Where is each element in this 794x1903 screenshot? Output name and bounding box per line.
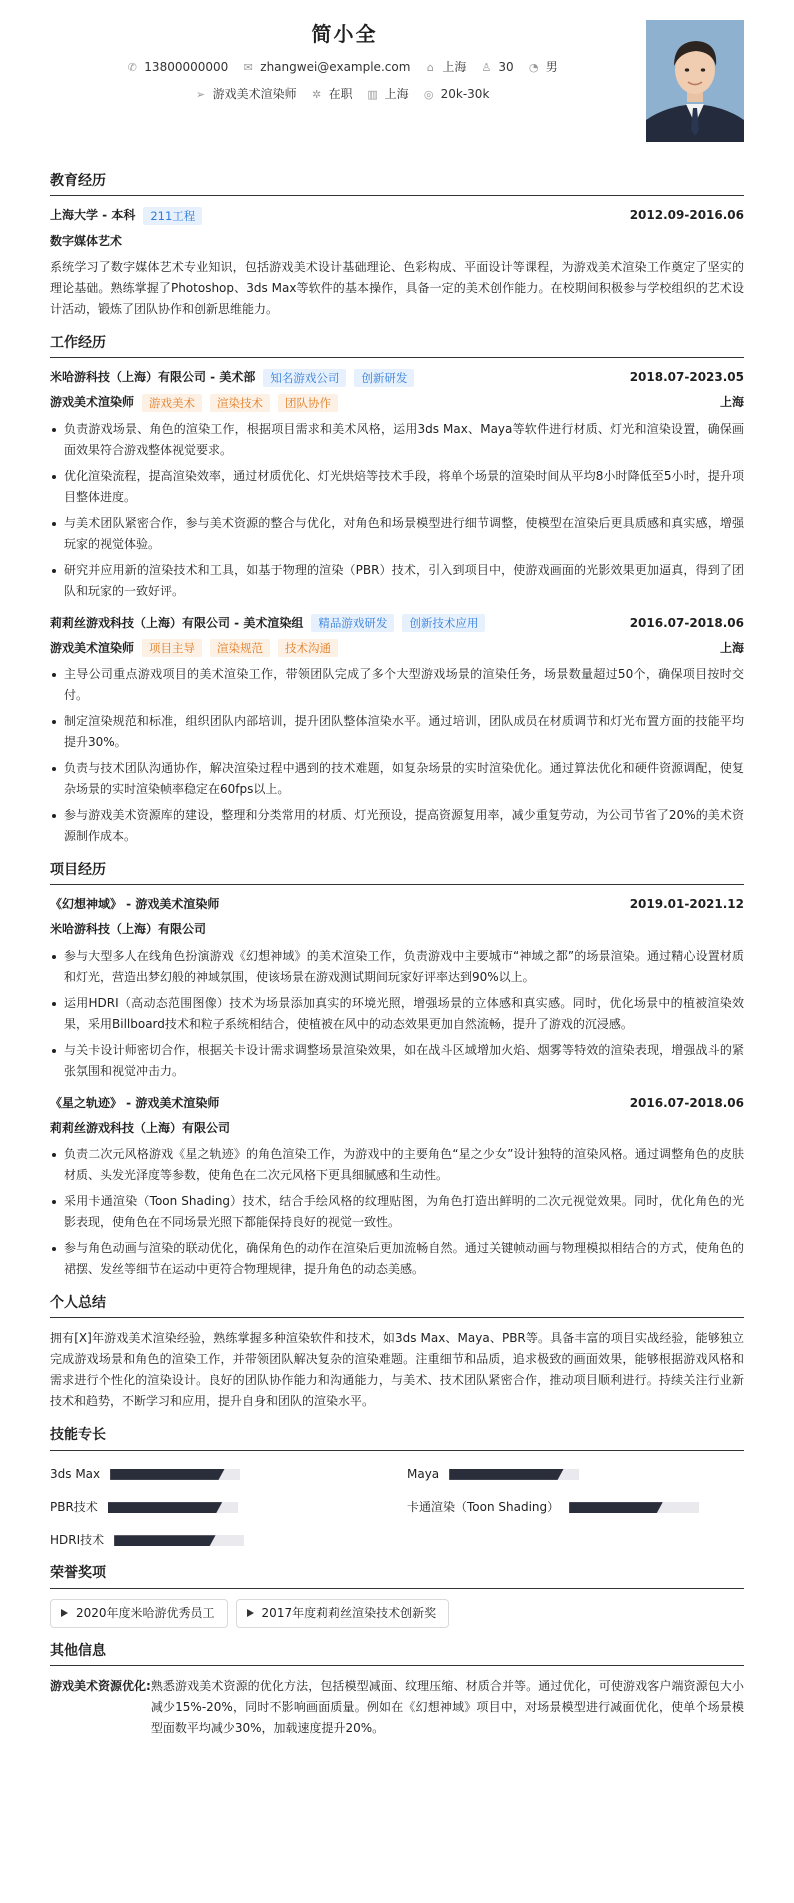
skill-item <box>407 1465 744 1484</box>
info-text: 男 <box>545 60 558 74</box>
skill-bar-fill <box>569 1502 663 1513</box>
info-text: 20k-30k <box>440 87 490 102</box>
info-item <box>480 58 513 77</box>
company-tag: 知名游戏公司 <box>263 369 346 387</box>
skill-name: Maya <box>407 1466 440 1481</box>
work-item <box>50 614 744 847</box>
work-date: 2016.07-2018.06 <box>629 615 744 630</box>
status-icon: ✲ <box>311 87 322 101</box>
summary-text: 拥有[X]年游戏美术渲染经验，熟练掌握多种渲染软件和技术，如3ds Max、Maya、PBR等。具备丰富的项目实战经验，能够独立完成游戏场景和角色的渲染工作，并带领团队解决复杂的渲染难题。注重细节和品质，追求极致的画面效果，能够根据游戏风格和需求进行个性化的渲染设计。良好的团队协作能力和沟通能力，与美术、技术团队紧密合作，推动项目顺利进行。持续关注行业新技术和趋势，不断学习和应用，提升自身和团队的渲染水平。 <box>50 1331 744 1409</box>
list-item: 负责二次元风格游戏《星之轨迹》的角色渲染工作，为游戏中的主要角色“星之少女”设计独特的渲染风格。通过调整角色的皮肤材质、头发光泽度等参数，使角色在二次元风格下更具细腻感和生动性。 <box>50 1144 744 1186</box>
skills-section <box>50 1424 744 1550</box>
company-name: 莉莉丝游戏科技（上海）有限公司 - 美术渲染组 <box>50 615 304 630</box>
project-company: 莉莉丝游戏科技（上海）有限公司 <box>50 1120 231 1135</box>
info-item <box>126 58 228 77</box>
other-info-key: 游戏美术资源优化: <box>50 1679 151 1694</box>
work-role-group <box>50 639 338 658</box>
skill-name: 卡通渲染（Toon Shading） <box>407 1500 560 1515</box>
send-icon: ➢ <box>195 87 206 101</box>
list-item: 制定渲染规范和标准，组织团队内部培训，提升团队整体渲染水平。通过培训，团队成员在材质调节和灯光布置方面的技能平均提升30%。 <box>50 711 744 753</box>
info-text: zhangwei@example.com <box>260 60 411 74</box>
education-date: 2012.09-2016.06 <box>629 208 744 223</box>
education-head <box>50 206 744 225</box>
project-name: 《星之轨迹》 - 游戏美术渲染师 <box>50 1095 220 1110</box>
work-role-row <box>50 393 744 412</box>
role-tag: 渲染技术 <box>210 394 270 412</box>
info-item <box>424 58 466 77</box>
company-tag: 创新技术应用 <box>402 614 485 632</box>
job-info-row <box>0 85 744 104</box>
company-tag: 创新研发 <box>354 369 414 387</box>
project-date: 2019.01-2021.12 <box>629 897 744 912</box>
project-section <box>50 859 744 1280</box>
section-title: 个人总结 <box>50 1292 744 1318</box>
list-item: 参与大型多人在线角色扮演游戏《幻想神域》的美术渲染工作，负责游戏中主要城市“神域之都”的场景渲染。通过精心设置材质和灯光，营造出梦幻般的神域氛围，使该场景在游戏测试期间玩家好评率达到90%以上。 <box>50 946 744 988</box>
skill-item <box>50 1531 387 1550</box>
avatar-portrait-icon <box>646 20 744 142</box>
work-list <box>50 368 744 847</box>
work-section <box>50 332 744 847</box>
list-item: 研究并应用新的渲染技术和工具，如基于物理的渲染（PBR）技术，引入到项目中，使游戏画面的光影效果更加逼真，得到了团队和玩家的一致好评。 <box>50 560 744 602</box>
skill-bar-fill <box>449 1469 563 1480</box>
section-title: 荣誉奖项 <box>50 1562 744 1588</box>
list-item: 优化渲染流程，提高渲染效率，通过材质优化、灯光烘焙等技术手段，将单个场景的渲染时间从平均8小时降低至5小时，提升项目整体进度。 <box>50 466 744 508</box>
info-text: 在职 <box>328 87 353 102</box>
list-item: 采用卡通渲染（Toon Shading）技术，结合手绘风格的纹理贴图，为角色打造出鲜明的二次元视觉效果。同时，优化角色的光影表现，使角色在不同场景光照下都能保持良好的视觉一致性。 <box>50 1191 744 1233</box>
list-item: 与美术团队紧密合作，参与美术资源的整合与优化，对角色和场景模型进行细节调整，使模型在渲染后更具质感和真实感，增强玩家的视觉体验。 <box>50 513 744 555</box>
section-title: 教育经历 <box>50 170 744 196</box>
list-item: 参与游戏美术资源库的建设，整理和分类常用的材质、灯光预设，提高资源复用率，减少重复劳动，为公司节省了20%的美术资源制作成本。 <box>50 805 744 847</box>
info-item <box>367 85 409 104</box>
skill-bar <box>110 1469 240 1480</box>
info-item <box>242 58 410 77</box>
award-name: 2017年度莉莉丝渲染技术创新奖 <box>261 1605 437 1620</box>
work-role-group <box>50 393 338 412</box>
skill-bar-fill <box>108 1502 222 1513</box>
info-item <box>195 85 297 104</box>
project-bullets <box>50 1144 744 1280</box>
school-tag: 211工程 <box>143 207 202 225</box>
other-info-value: 熟悉游戏美术资源的优化方法，包括模型减面、纹理压缩、材质合并等。通过优化，可使游戏客户端资源包大小减少15%-20%，同时不影响画面质量。例如在《幻想神域》项目中，对场景模型进行减面优化，使单个场景模型面数平均减少30%，加载速度提升20%。 <box>150 1679 744 1736</box>
summary-section <box>50 1292 744 1412</box>
role-tag: 项目主导 <box>142 639 202 657</box>
school-name: 上海大学 - 本科 <box>50 208 136 223</box>
mail-icon: ✉ <box>243 60 253 74</box>
play-icon <box>247 1609 254 1617</box>
info-text: 上海 <box>384 87 409 102</box>
company-tag: 精品游戏研发 <box>311 614 394 632</box>
skill-bar <box>449 1469 579 1480</box>
play-icon <box>61 1609 68 1617</box>
skill-bar-fill <box>110 1469 224 1480</box>
other-list <box>50 1676 744 1739</box>
project-name: 《幻想神域》 - 游戏美术渲染师 <box>50 897 220 912</box>
info-item <box>423 85 490 104</box>
skill-bar <box>114 1535 244 1546</box>
work-location: 上海 <box>719 640 744 655</box>
home-icon: ⌂ <box>426 60 434 74</box>
info-item <box>311 85 353 104</box>
awards-section <box>50 1562 744 1628</box>
work-company-group <box>50 368 414 387</box>
award-badge <box>50 1599 228 1628</box>
list-item: 与关卡设计师密切合作，根据关卡设计需求调整场景渲染效果，如在战斗区域增加火焰、烟雾等特效的渲染表现，增强战斗的紧张氛围和视觉冲击力。 <box>50 1040 744 1082</box>
info-item <box>528 58 558 77</box>
section-title: 项目经历 <box>50 859 744 885</box>
project-list <box>50 895 744 1280</box>
phone-icon: ✆ <box>127 60 137 74</box>
work-company-row <box>50 368 744 387</box>
age-icon: ♙ <box>481 60 492 74</box>
skills-list <box>50 1461 744 1551</box>
info-text: 上海 <box>442 60 467 74</box>
work-bullets <box>50 664 744 847</box>
section-title: 工作经历 <box>50 332 744 358</box>
info-text: 游戏美术渲染师 <box>212 87 297 102</box>
other-section <box>50 1640 744 1739</box>
award-badge <box>236 1599 450 1628</box>
education-section <box>50 170 744 320</box>
project-bullets <box>50 946 744 1082</box>
project-head <box>50 1094 744 1113</box>
work-bullets <box>50 419 744 602</box>
section-title: 其他信息 <box>50 1640 744 1666</box>
project-head <box>50 895 744 914</box>
awards-list <box>50 1599 744 1628</box>
skill-item <box>50 1465 387 1484</box>
list-item: 参与角色动画与渲染的联动优化，确保角色的动作在渲染后更加流畅自然。通过关键帧动画与物理模拟相结合的方式，使角色的裙摆、发丝等细节在运动中更符合物理规律，提升角色的动态美感。 <box>50 1238 744 1280</box>
skill-item <box>407 1498 744 1517</box>
work-company-row <box>50 614 744 633</box>
award-name: 2020年度米哈游优秀员工 <box>76 1605 215 1620</box>
role-tag: 技术沟通 <box>278 639 338 657</box>
list-item: 主导公司重点游戏项目的美术渲染工作，带领团队完成了多个大型游戏场景的渲染任务，场景数量超过50个，确保项目按时交付。 <box>50 664 744 706</box>
list-item: 负责与技术团队沟通协作，解决渲染过程中遇到的技术难题，如复杂场景的实时渲染优化。通过算法优化和硬件资源调配，使复杂场景的实时渲染帧率稳定在60fps以上。 <box>50 758 744 800</box>
contact-info-row <box>0 58 744 77</box>
role-tag: 游戏美术 <box>142 394 202 412</box>
project-date: 2016.07-2018.06 <box>629 1095 744 1110</box>
skill-name: PBR技术 <box>50 1500 98 1515</box>
candidate-name: 简小全 <box>311 22 378 46</box>
role-name: 游戏美术渲染师 <box>50 640 135 655</box>
salary-icon: ◎ <box>423 87 434 101</box>
education-description: 系统学习了数字媒体艺术专业知识，包括游戏美术设计基础理论、色彩构成、平面设计等课程，为游戏美术渲染工作奠定了坚实的理论基础。熟练掌握了Photoshop、3ds Max等软件的基本操作，具备一定的美术创作能力。在校期间积极参与学校组织的艺术设计活动，锻炼了团队协作和创新思维能力。 <box>50 259 744 316</box>
skill-bar <box>569 1502 699 1513</box>
work-location: 上海 <box>719 395 744 410</box>
list-item: 运用HDRI（高动态范围图像）技术为场景添加真实的环境光照，增强场景的立体感和真实感。同时，优化场景中的植被渲染效果，采用Billboard技术和粒子系统相结合，使植被在风中的动态效果更加自然流畅，提升了游戏的沉浸感。 <box>50 993 744 1035</box>
skill-item <box>50 1498 387 1517</box>
role-tag: 团队协作 <box>278 394 338 412</box>
company-name: 米哈游科技（上海）有限公司 - 美术部 <box>50 370 256 385</box>
building-icon: ▥ <box>367 87 378 101</box>
project-company: 米哈游科技（上海）有限公司 <box>50 922 207 937</box>
work-date: 2018.07-2023.05 <box>629 370 744 385</box>
role-tag: 渲染规范 <box>210 639 270 657</box>
list-item: 负责游戏场景、角色的渲染工作，根据项目需求和美术风格，运用3ds Max、Maya等软件进行材质、灯光和渲染设置，确保画面效果符合游戏整体视觉要求。 <box>50 419 744 461</box>
gender-icon: ◔ <box>528 60 539 74</box>
skill-bar-fill <box>114 1535 215 1546</box>
project-item <box>50 1094 744 1280</box>
work-item <box>50 368 744 601</box>
other-info-row <box>50 1676 744 1739</box>
section-title: 技能专长 <box>50 1424 744 1450</box>
work-company-group <box>50 614 485 633</box>
work-role-row <box>50 639 744 658</box>
info-text: 30 <box>498 60 514 74</box>
skill-bar <box>108 1502 238 1513</box>
avatar <box>646 20 744 142</box>
project-item <box>50 895 744 1081</box>
skill-name: 3ds Max <box>50 1466 101 1481</box>
major-name: 数字媒体艺术 <box>50 233 123 248</box>
role-name: 游戏美术渲染师 <box>50 395 135 410</box>
resume-header <box>50 18 744 158</box>
skill-name: HDRI技术 <box>50 1533 105 1548</box>
info-text: 13800000000 <box>144 60 229 74</box>
